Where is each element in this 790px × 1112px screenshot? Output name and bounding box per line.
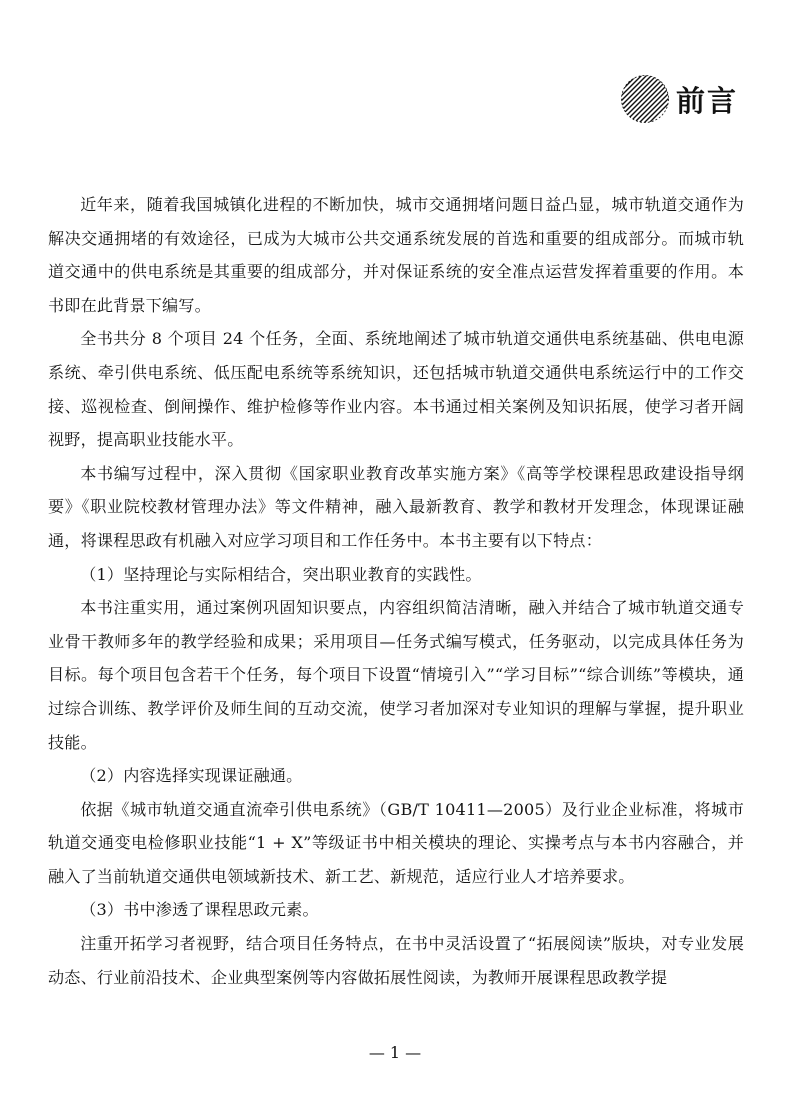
page-header — [620, 74, 738, 124]
paragraph-feature-3: 注重开拓学习者视野，结合项目任务特点，在书中灵活设置了“拓展阅读”版块，对专业发展动态、行业前沿技术、企业典型案例等内容做拓展性阅读，为教师开展课程思政教学提 — [48, 934, 744, 987]
feature-heading-3: （3）书中渗透了课程思政元素。 — [80, 900, 319, 920]
paragraph-writing-process: 本书编写过程中，深入贯彻《国家职业教育改革实施方案》《高等学校课程思政建设指导纲要》《职业院校教材管理办法》等文件精神，融入最新教育、教学和教材开发理念，体现课证融通，将课程思政有机融入对应学习项目和工作任务中。本书主要有以下特点： — [48, 463, 744, 550]
page-number: — 1 — — [368, 1043, 422, 1062]
paragraph-structure: 全书共分 8 个项目 24 个任务，全面、系统地阐述了城市轨道交通供电系统基础、供电电源系统、牵引供电系统、低压配电系统等系统知识，还包括城市轨道交通供电系统运行中的工作交接、巡视检查、倒闸操作、维护检修等作业内容。本书通过相关案例及知识拓展，使学习者开阔视野，提高职业技能水平。 — [48, 329, 744, 450]
paragraph-intro: 近年来，随着我国城镇化进程的不断加快，城市交通拥堵问题日益凸显，城市轨道交通作为解决交通拥堵的有效途径，已成为大城市公共交通系统发展的首选和重要的组成部分。而城市轨道交通中的供电系统是其重要的组成部分，并对保证系统的安全准点运营发挥着重要的作用。本书即在此背景下编写。 — [48, 195, 744, 315]
feature-heading-2: （2）内容选择实现课证融通。 — [80, 766, 303, 786]
preface-body — [48, 188, 744, 994]
paragraph-feature-2: 依据《城市轨道交通直流牵引供电系统》（GB/T 10411—2005）及行业企业标准，将城市轨道交通变电检修职业技能“1 + X”等级证书中相关模块的理论、实操考点与本书内容融合，并融入了当前轨道交通供电领域新技术、新工艺、新规范，适应行业人才培养要求。 — [48, 799, 744, 886]
paragraph-feature-1: 本书注重实用，通过案例巩固知识要点，内容组织简洁清晰，融入并结合了城市轨道交通专业骨干教师多年的教学经验和成果；采用项目—任务式编写模式，任务驱动，以完成具体任务为目标。每个项目包含若干个任务，每个项目下设置“情境引入”“学习目标”“综合训练”等模块，通过综合训练、教学评价及师生间的互动交流，使学习者加深对专业知识的理解与掌握，提升职业技能。 — [48, 598, 744, 752]
striped-circle-icon — [620, 74, 670, 124]
feature-heading-1: （1）坚持理论与实际相结合，突出职业教育的实践性。 — [80, 564, 482, 584]
preface-heading: 前言 — [675, 83, 738, 118]
